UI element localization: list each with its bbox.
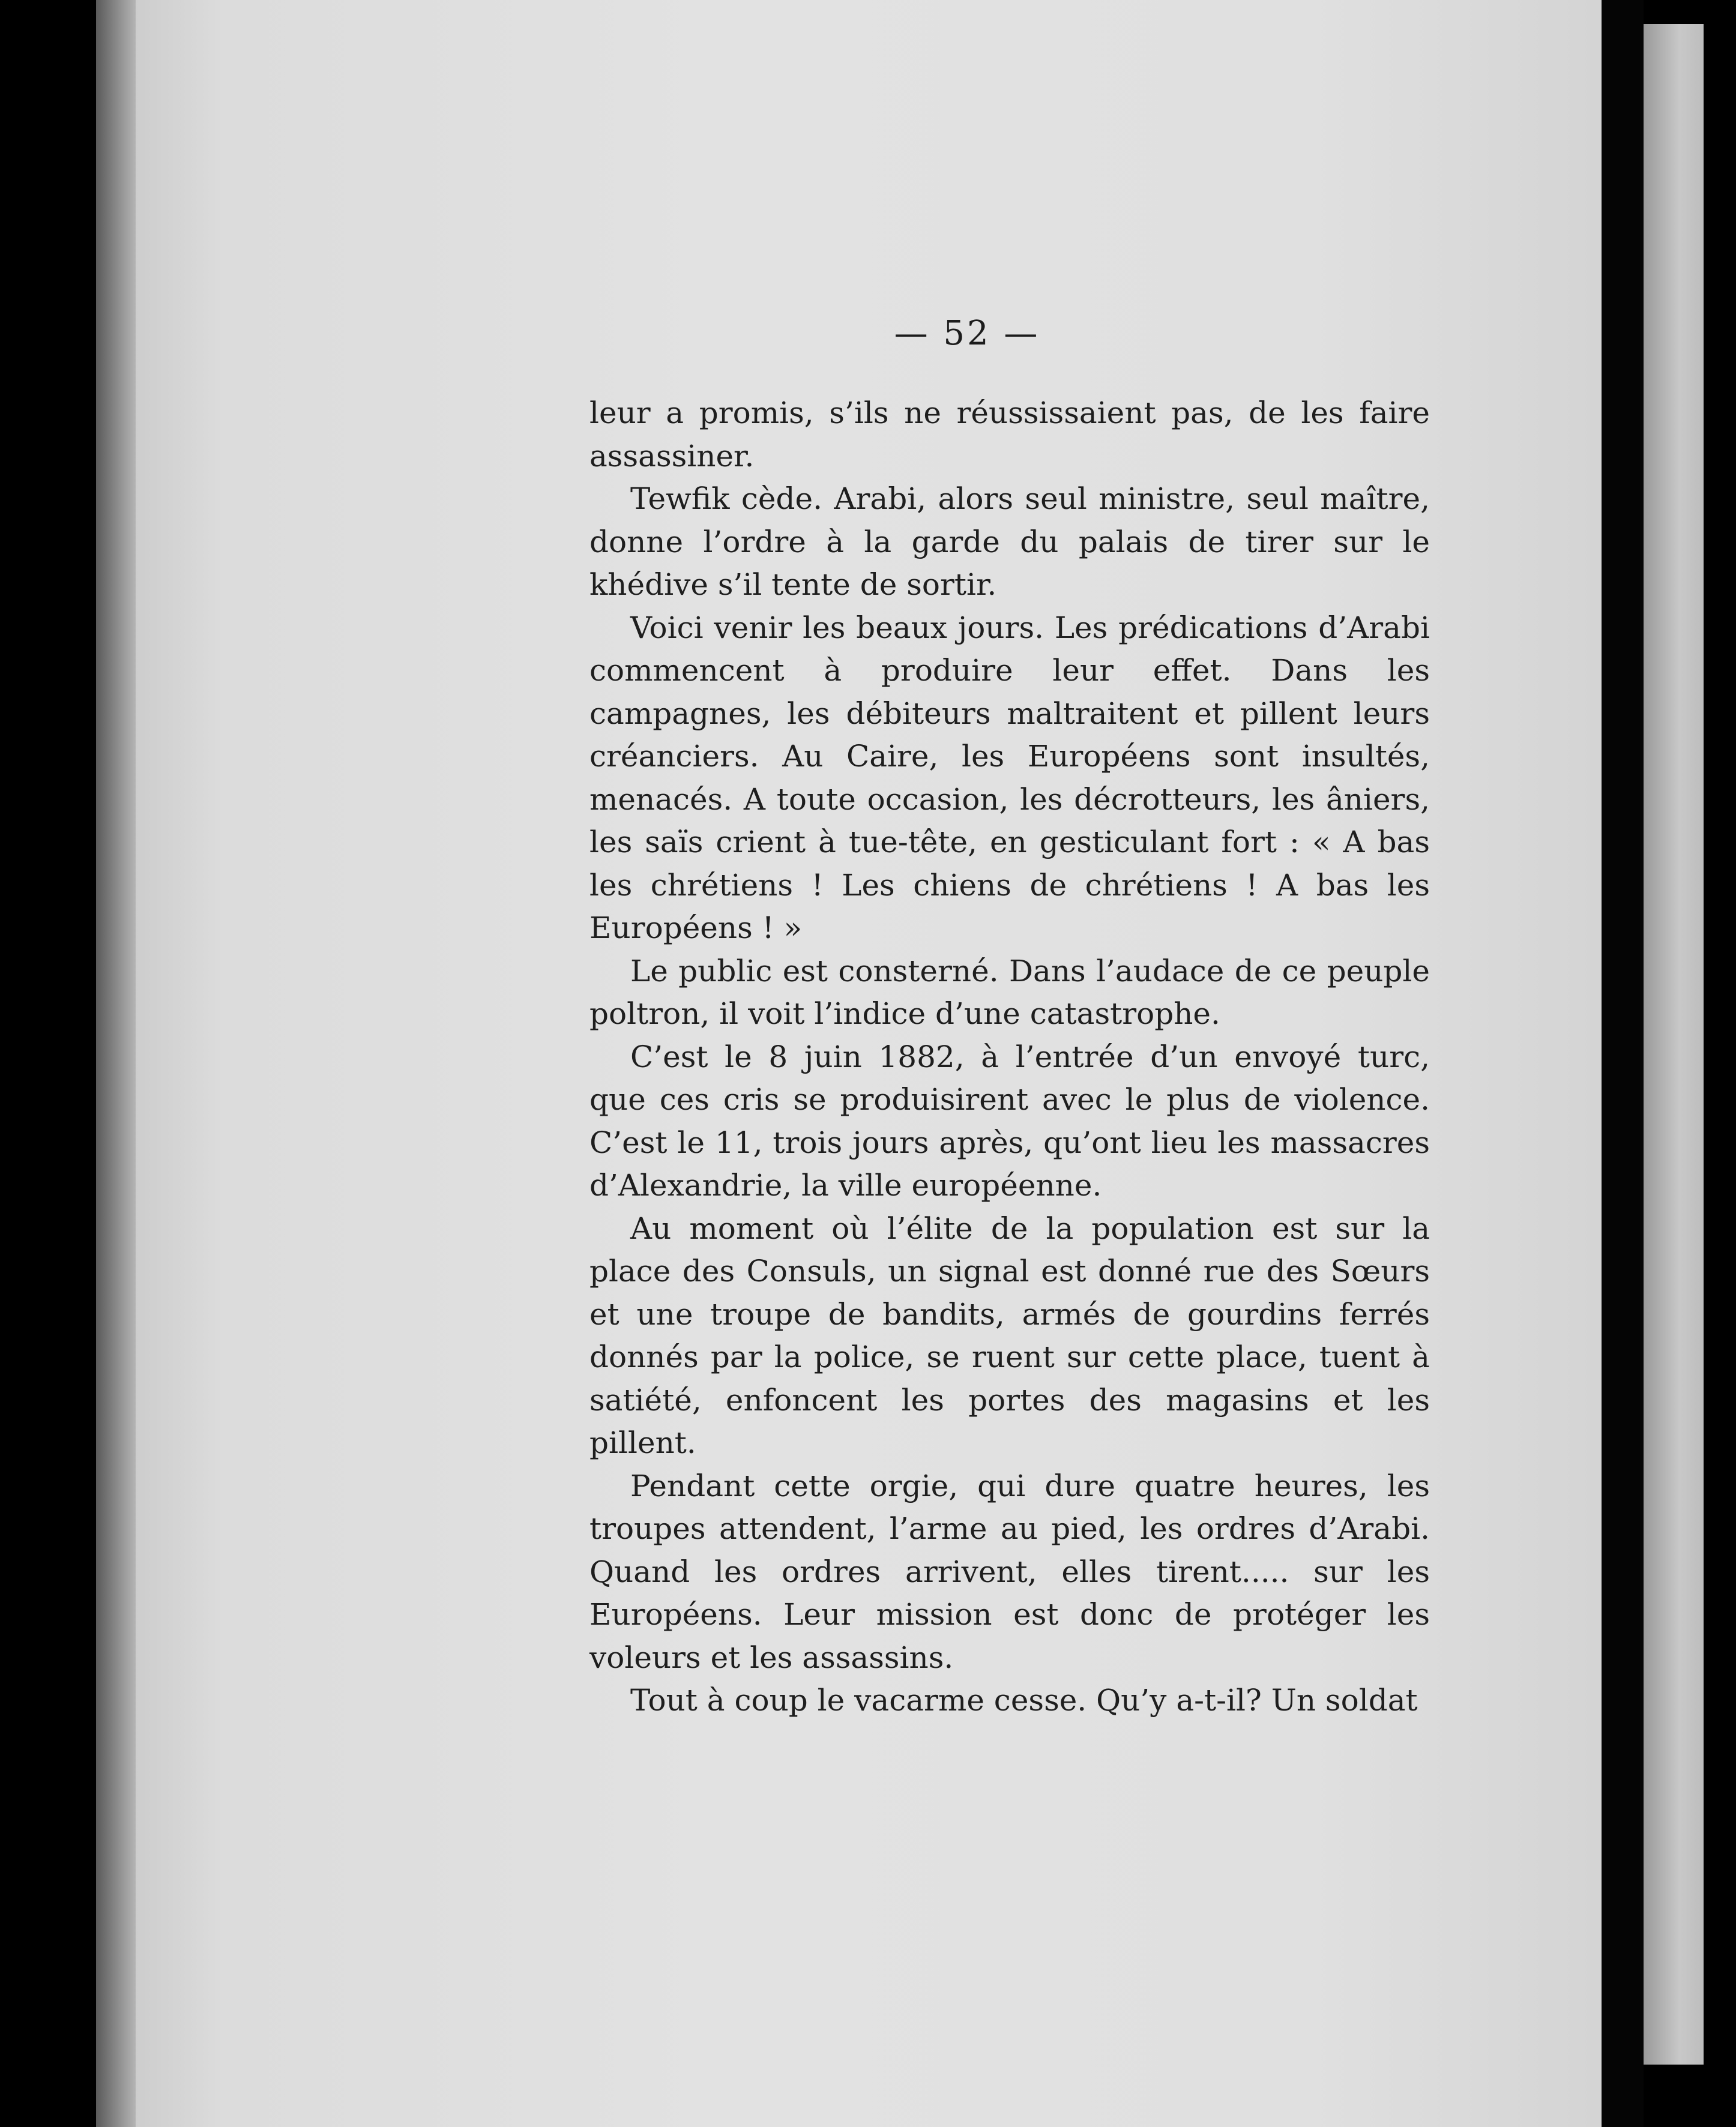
body-text <box>589 392 1430 1722</box>
paragraph: Au moment où l’élite de la population est sur la place des Consuls, un signal est donné rue des Sœurs et une troupe de bandits, armés de gourdins ferrés donnés par la police, se ruent sur cette place, tuent à satiété, enfoncent les portes des magasins et les pillent. <box>589 1211 1430 1460</box>
paragraph: Le public est consterné. Dans l’audace de ce peuple poltron, il voit l’indice d’une catastrophe. <box>589 953 1430 1031</box>
paragraph: Tewfik cède. Arabi, alors seul ministre, seul maître, donne l’ordre à la garde du palais de tirer sur le khédive s’il tente de sortir. <box>589 481 1430 602</box>
paragraph-continuation: leur a promis, s’ils ne réussissaient pas, de les faire assassiner. <box>589 396 1430 474</box>
paragraph: C’est le 8 juin 1882, à l’entrée d’un envoyé turc, que ces cris se produisirent avec le plus de violence. C’est le 11, trois jours après, qu’ont lieu les massacres d’Alexandrie, la ville européenne. <box>589 1039 1430 1203</box>
page-number: — 52 — <box>894 314 1040 353</box>
paragraph: Pendant cette orgie, qui dure quatre heures, les troupes attendent, l’arme au pied, les ordres d’Arabi. Quand les ordres arrivent, elles tirent..... sur les Européens. Leur mission est donc de protéger les voleurs et les assassins. <box>589 1468 1430 1675</box>
paragraph-last: Tout à coup le vacarme cesse. Qu’y a-t-il? Un soldat <box>630 1683 1418 1718</box>
paragraph: Voici venir les beaux jours. Les prédications d’Arabi commencent à produire leur effet. Dans les campagnes, les débiteurs maltraitent et pillent leurs créanciers. Au Caire, les Européens sont insultés, menacés. A toute occasion, les décrotteurs, les âniers, les saïs crient à tue-tête, en gesticulant fort : « A bas les chrétiens ! Les chiens de chrétiens ! A bas les Européens ! » <box>589 610 1430 945</box>
